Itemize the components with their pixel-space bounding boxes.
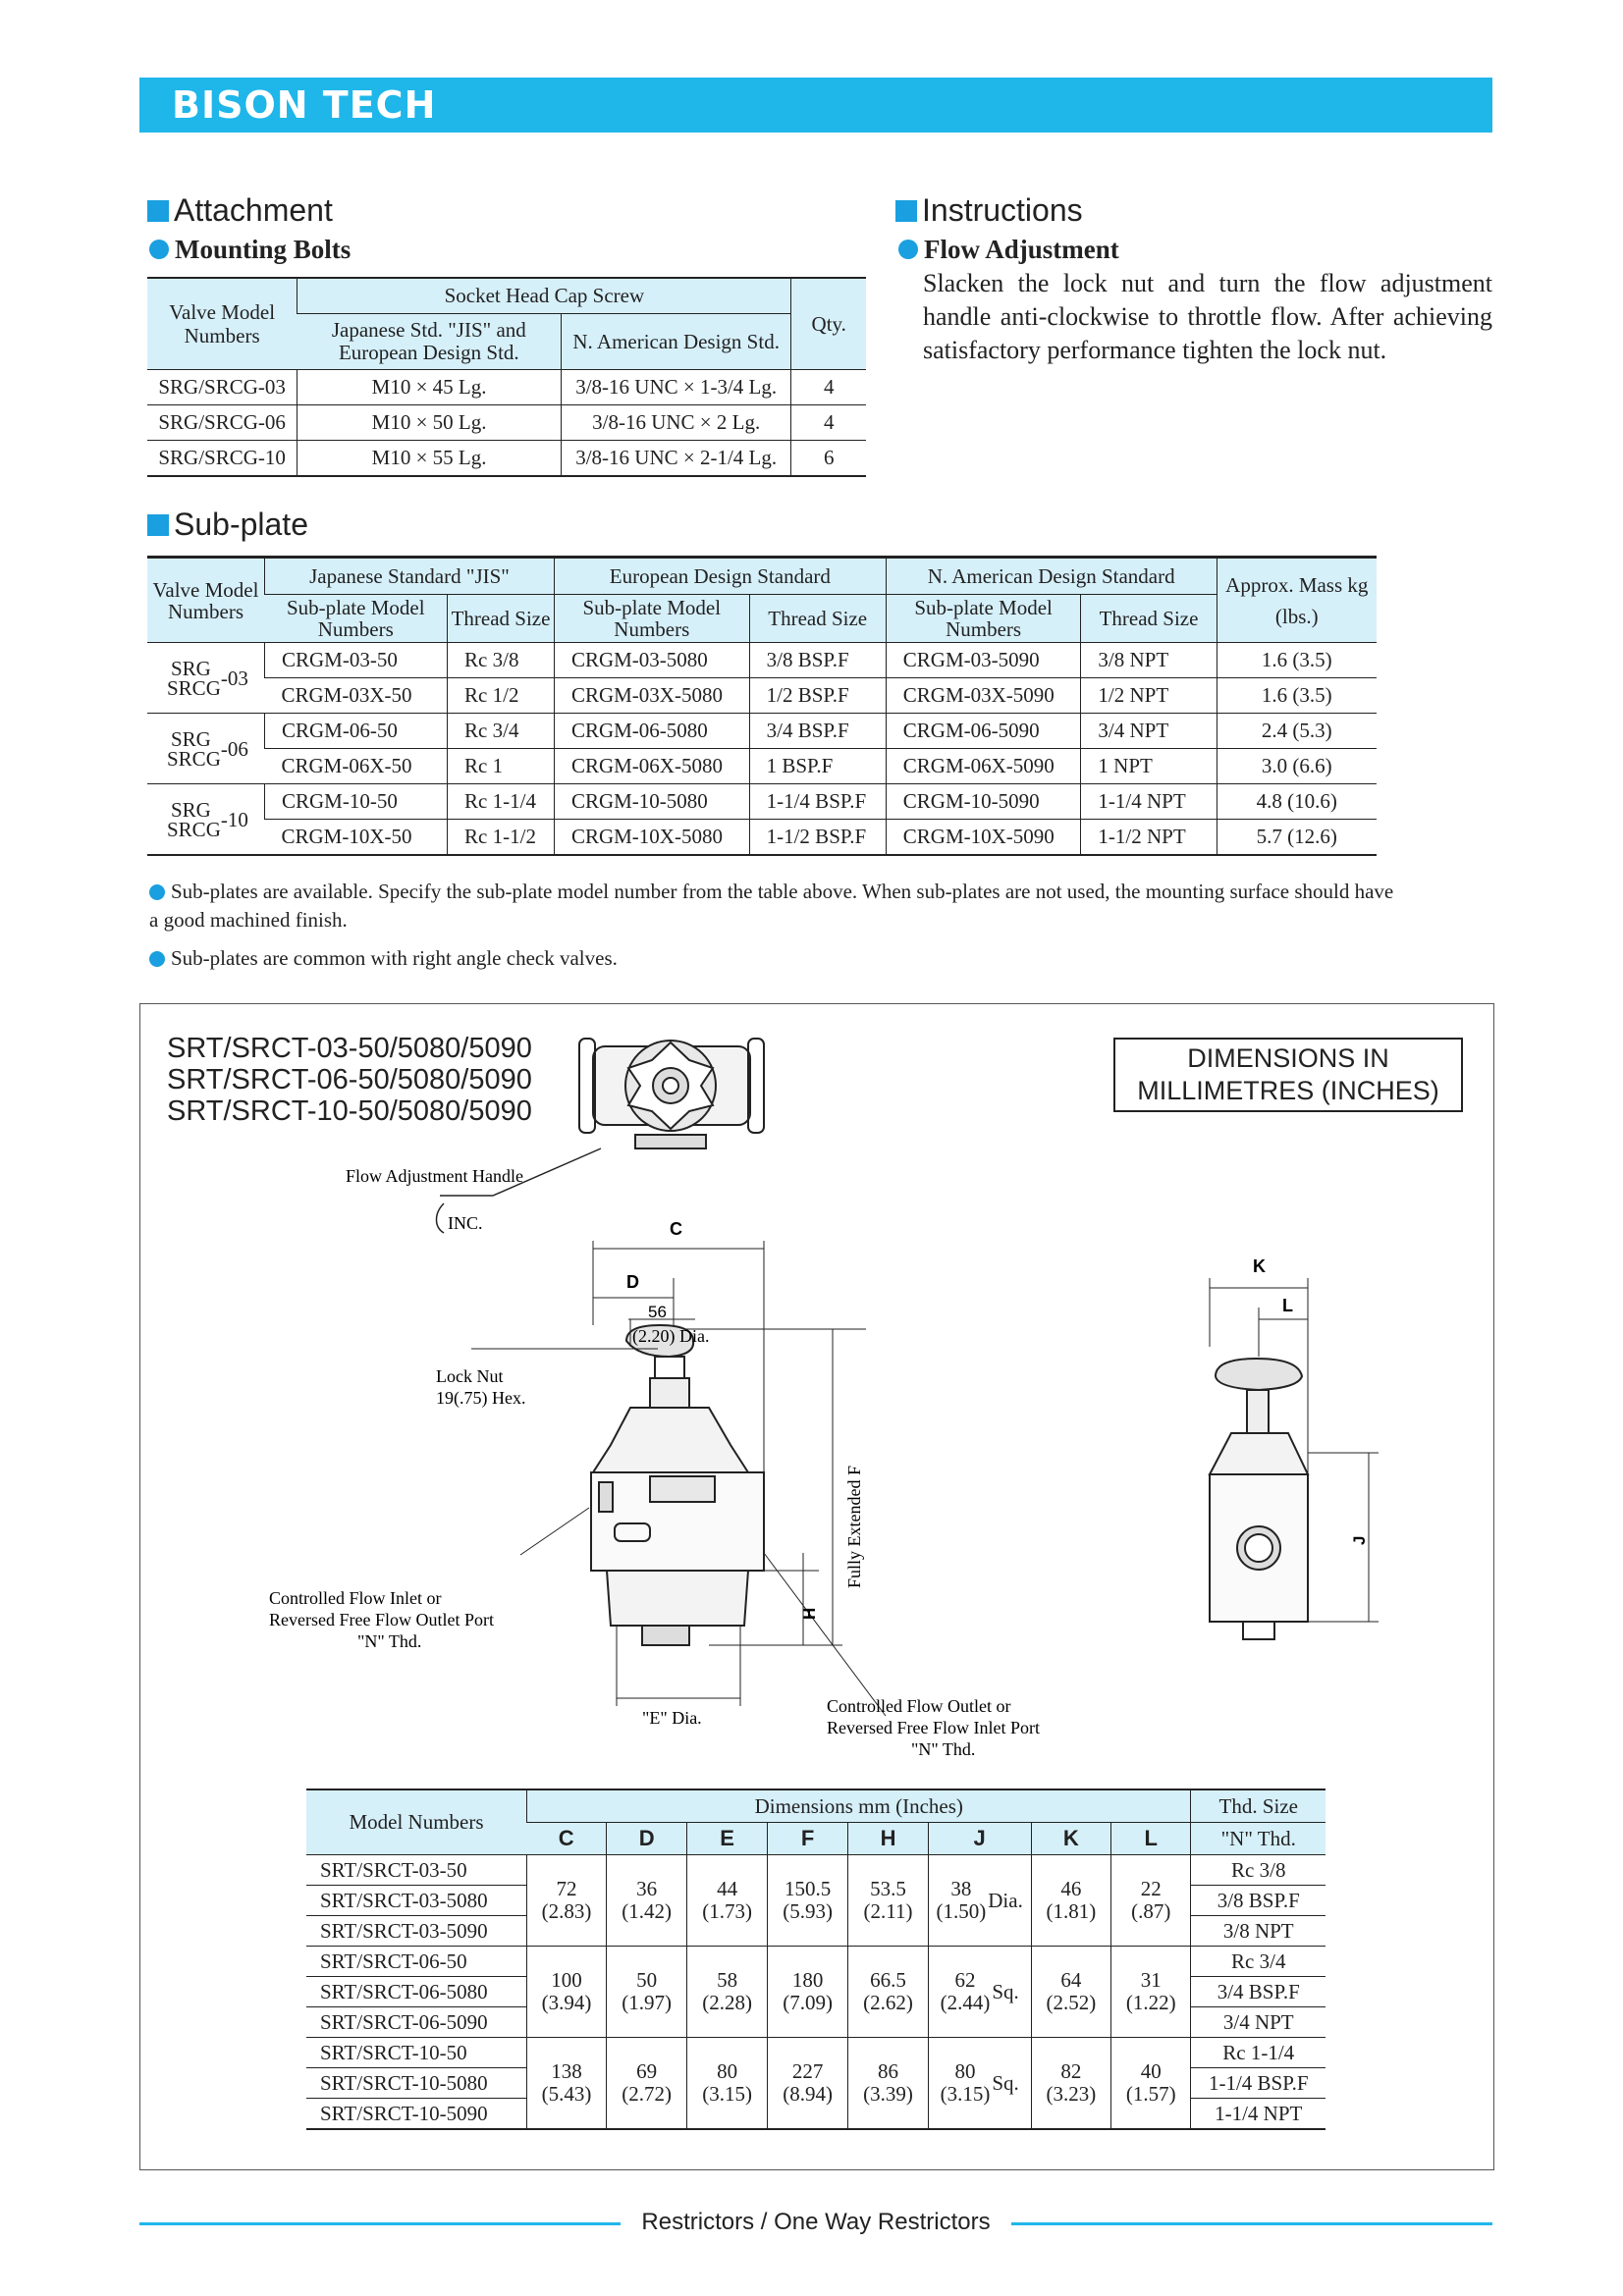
cell-d [606, 2038, 686, 2130]
dot-bullet-icon [149, 951, 165, 967]
cell-model: SRG/SRCG-06 [147, 405, 298, 441]
note-1: Sub-plates are available. Specify the sub-plate model number from the table above. When sub-plates are not used, the mounting surface should have a good machined finish. [149, 880, 1394, 932]
cell-thread-nam: 1-1/4 NPT [1081, 784, 1217, 820]
cell-qty: 4 [791, 405, 866, 441]
value-mm: 36 [636, 1877, 658, 1900]
cell-thread-jis: Rc 3/8 [448, 643, 555, 678]
square-bullet-icon [895, 200, 917, 222]
value-inch: (2.44) [940, 1991, 991, 2014]
cell-k [1031, 2038, 1110, 2130]
value-inch: (2.28) [702, 1991, 752, 2014]
valve-srcg: SRCG [167, 746, 221, 771]
label-hex: 19(.75) Hex. [436, 1388, 526, 1408]
value-mm: 50 [636, 1968, 658, 1992]
value-mm: 22 [1140, 1877, 1162, 1900]
value-mm: 31 [1140, 1968, 1162, 1992]
cell-jis: M10 × 45 Lg. [298, 370, 562, 405]
cell-e [687, 1947, 767, 2038]
value-inch: (5.93) [783, 1899, 833, 1923]
j-suffix: Dia. [988, 1888, 1023, 1912]
cell-thread-eur: 1/2 BSP.F [749, 678, 886, 714]
cell-thread-eur: 1-1/4 BSP.F [749, 784, 886, 820]
valve-srg: SRG [171, 726, 211, 751]
cell-l [1111, 1947, 1191, 2038]
instructions-heading: Instructions [895, 192, 1083, 229]
label-56-dia: (2.20) Dia. [632, 1326, 710, 1346]
valve-srg: SRG [171, 797, 211, 822]
cell-model: SRG/SRCG-03 [147, 370, 298, 405]
value-inch: (1.57) [1125, 2082, 1176, 2106]
label-inc: INC. [448, 1213, 483, 1233]
cell-thread-eur: 1 BSP.F [749, 749, 886, 784]
cell-thread-eur: 3/4 BSP.F [749, 714, 886, 749]
col-jis-std: Japanese Standard "JIS" [265, 558, 555, 595]
j-suffix: Sq. [992, 2070, 1019, 2095]
col-dims: Dimensions mm (Inches) [527, 1789, 1191, 1823]
table-row [147, 678, 1377, 714]
col-thread-eur: Thread Size [749, 595, 886, 643]
value-mm: 38 [950, 1877, 972, 1900]
cell-model: SRT/SRCT-06-5090 [306, 2007, 527, 2038]
label-inlet-1: Controlled Flow Inlet or [269, 1588, 442, 1608]
col-jis: Japanese Std. "JIS" and European Design Std. [298, 314, 562, 370]
value-mm: 69 [636, 2059, 658, 2083]
cell-sub-eur: CRGM-06-5080 [554, 714, 749, 749]
cell-thd-size: Rc 3/8 [1191, 1855, 1325, 1886]
cell-thd-size: 3/4 BSP.F [1191, 1977, 1325, 2007]
cell-mass: 1.6 (3.5) [1217, 643, 1377, 678]
label-locknut: Lock Nut [436, 1366, 504, 1386]
cell-c [527, 1947, 607, 2038]
label-handle: Flow Adjustment Handle [346, 1166, 523, 1186]
cell-k [1031, 1947, 1110, 2038]
cell-sub-eur: CRGM-06X-5080 [554, 749, 749, 784]
cell-f [767, 1855, 847, 1947]
col-nam: N. American Design Std. [561, 314, 791, 370]
cell-j [928, 1855, 1031, 1947]
cell-j [928, 1947, 1031, 2038]
value-mm: 44 [717, 1877, 738, 1900]
value-mm: 62 [954, 1968, 976, 1992]
value-inch: (1.73) [702, 1899, 752, 1923]
value-inch: (5.43) [541, 2082, 592, 2106]
value-mm: 53.5 [870, 1877, 906, 1900]
cell-l [1111, 2038, 1191, 2130]
subplate-heading: Sub-plate [147, 507, 308, 543]
mounting-bolts-table [147, 277, 866, 477]
cell-thd-size: 3/8 BSP.F [1191, 1886, 1325, 1916]
cell-thd-size: 3/8 NPT [1191, 1916, 1325, 1947]
cell-sub-jis: CRGM-10X-50 [265, 820, 448, 856]
valve-size: -06 [220, 736, 248, 761]
value-mm: 86 [878, 2059, 899, 2083]
table-row [147, 643, 1377, 678]
value-inch: (3.94) [541, 1991, 592, 2014]
label-l: L [1282, 1296, 1293, 1315]
table-row [306, 1855, 1325, 1886]
value-mm: 64 [1060, 1968, 1082, 1992]
cell-mass: 3.0 (6.6) [1217, 749, 1377, 784]
j-suffix: Sq. [992, 1979, 1019, 2003]
dimensions-table [306, 1789, 1325, 2130]
value-mm: 72 [556, 1877, 577, 1900]
cell-e [687, 1855, 767, 1947]
cell-sub-jis: CRGM-03-50 [265, 643, 448, 678]
cell-thread-jis: Rc 1-1/2 [448, 820, 555, 856]
value-inch: (1.42) [622, 1899, 673, 1923]
attachment-heading: Attachment [147, 192, 333, 229]
label-h: H [800, 1607, 819, 1620]
cell-h [848, 2038, 928, 2130]
cell-model: SRT/SRCT-10-5090 [306, 2099, 527, 2130]
cell-mass: 5.7 (12.6) [1217, 820, 1377, 856]
cell-sub-nam: CRGM-10X-5090 [886, 820, 1081, 856]
valve-size: -10 [220, 807, 248, 831]
note-2: Sub-plates are common with right angle check valves. [149, 944, 1396, 973]
cell-thread-jis: Rc 1/2 [448, 678, 555, 714]
col-sub-eur: Sub-plate Model Numbers [554, 595, 749, 643]
col-qty: Qty. [791, 278, 866, 370]
table-row [147, 405, 866, 441]
cell-model: SRT/SRCT-06-50 [306, 1947, 527, 1977]
cell-c [527, 1855, 607, 1947]
cell-thd-size: 1-1/4 BSP.F [1191, 2068, 1325, 2099]
footer-text: Restrictors / One Way Restrictors [641, 2209, 991, 2235]
cell-mass: 2.4 (5.3) [1217, 714, 1377, 749]
value-mm: 100 [551, 1968, 582, 1992]
cell-valve-model [147, 643, 265, 714]
value-mm: 40 [1140, 2059, 1162, 2083]
valve-size: -03 [220, 666, 248, 690]
label-outlet-2: Reversed Free Flow Inlet Port [827, 1718, 1040, 1737]
col-mass: Approx. Mass kg (lbs.) [1217, 558, 1377, 643]
drawing-title: SRT/SRCT-03-50/5080/5090 [167, 1033, 532, 1064]
label-f: Fully Extended F [844, 1466, 864, 1588]
drawing-title: SRT/SRCT-10-50/5080/5090 [167, 1095, 532, 1127]
cell-h [848, 1855, 928, 1947]
cell-model: SRT/SRCT-03-50 [306, 1855, 527, 1886]
col-valve-model: Valve Model Numbers [147, 558, 265, 643]
cell-sub-eur: CRGM-03-5080 [554, 643, 749, 678]
value-inch: (1.50) [936, 1899, 987, 1923]
front-view [591, 1325, 764, 1645]
cell-sub-eur: CRGM-10-5080 [554, 784, 749, 820]
cell-l [1111, 1855, 1191, 1947]
mounting-bolts-subheading: Mounting Bolts [149, 235, 351, 265]
subplate-table [147, 556, 1377, 856]
value-inch: (2.62) [863, 1991, 913, 2014]
drawing-title: SRT/SRCT-06-50/5080/5090 [167, 1064, 532, 1095]
value-inch: (3.15) [940, 2082, 991, 2106]
label-inlet-thd: "N" Thd. [357, 1631, 422, 1651]
cell-sub-jis: CRGM-06X-50 [265, 749, 448, 784]
label-inlet-2: Reversed Free Flow Outlet Port [269, 1610, 494, 1629]
cell-thread-nam: 1-1/2 NPT [1081, 820, 1217, 856]
square-bullet-icon [147, 514, 169, 536]
value-mm: 227 [791, 2059, 824, 2083]
value-mm: 66.5 [870, 1968, 906, 1992]
table-row [147, 441, 866, 477]
cell-qty: 4 [791, 370, 866, 405]
cell-thd-size: 1-1/4 NPT [1191, 2099, 1325, 2130]
valve-drawing [139, 1003, 1492, 1769]
cell-nam: 3/8-16 UNC × 2-1/4 Lg. [561, 441, 791, 477]
cell-thread-eur: 1-1/2 BSP.F [749, 820, 886, 856]
col-thread-jis: Thread Size [448, 595, 555, 643]
col-k: K [1031, 1823, 1110, 1855]
col-thd: Thd. Size [1191, 1789, 1325, 1823]
cell-thd-size: 3/4 NPT [1191, 2007, 1325, 2038]
col-e: E [687, 1823, 767, 1855]
col-eur-std: European Design Standard [554, 558, 886, 595]
value-inch: (2.52) [1046, 1991, 1097, 2014]
cell-thd-size: Rc 1-1/4 [1191, 2038, 1325, 2068]
col-d: D [606, 1823, 686, 1855]
cell-model: SRT/SRCT-03-5090 [306, 1916, 527, 1947]
cell-mass: 4.8 (10.6) [1217, 784, 1377, 820]
cell-thread-eur: 3/8 BSP.F [749, 643, 886, 678]
cell-thread-nam: 3/4 NPT [1081, 714, 1217, 749]
cell-jis: M10 × 50 Lg. [298, 405, 562, 441]
cell-jis: M10 × 55 Lg. [298, 441, 562, 477]
cell-valve-model [147, 714, 265, 784]
cell-thread-jis: Rc 1-1/4 [448, 784, 555, 820]
instructions-text: Slacken the lock nut and turn the flow adjustment handle anti-clockwise to throttle flow. After achieving satisfactory performance tighten the lock nut. [923, 269, 1492, 364]
cell-j [928, 2038, 1031, 2130]
side-view [1210, 1278, 1379, 1639]
table-row [306, 1947, 1325, 1977]
cell-sub-nam: CRGM-03-5090 [886, 643, 1081, 678]
cell-sub-jis: CRGM-06-50 [265, 714, 448, 749]
valve-srcg: SRCG [167, 817, 221, 841]
cell-thread-jis: Rc 3/4 [448, 714, 555, 749]
label-j: J [1350, 1535, 1369, 1545]
label-56: 56 [648, 1303, 667, 1321]
value-mm: 58 [717, 1968, 738, 1992]
col-valve-model: Valve Model Numbers [147, 278, 298, 370]
cell-sub-jis: CRGM-03X-50 [265, 678, 448, 714]
col-h: H [848, 1823, 928, 1855]
brand-banner [139, 78, 1492, 133]
cell-model: SRT/SRCT-06-5080 [306, 1977, 527, 2007]
top-view [579, 1039, 764, 1148]
cell-valve-model [147, 784, 265, 856]
cell-c [527, 2038, 607, 2130]
col-c: C [527, 1823, 607, 1855]
table-row [147, 714, 1377, 749]
table-row [147, 749, 1377, 784]
col-nam-std: N. American Design Standard [886, 558, 1217, 595]
label-outlet-1: Controlled Flow Outlet or [827, 1696, 1011, 1716]
label-c: C [670, 1219, 682, 1239]
table-row [306, 2038, 1325, 2068]
value-inch: (1.22) [1125, 1991, 1176, 2014]
cell-model: SRT/SRCT-03-5080 [306, 1886, 527, 1916]
value-mm: 46 [1060, 1877, 1082, 1900]
col-n-thd: "N" Thd. [1191, 1823, 1325, 1855]
cell-sub-eur: CRGM-10X-5080 [554, 820, 749, 856]
value-mm: 180 [791, 1968, 824, 1992]
dot-bullet-icon [149, 884, 165, 900]
label-d: D [626, 1272, 639, 1292]
value-inch: (1.97) [622, 1991, 673, 2014]
cell-sub-nam: CRGM-06X-5090 [886, 749, 1081, 784]
cell-thread-nam: 3/8 NPT [1081, 643, 1217, 678]
col-thread-nam: Thread Size [1081, 595, 1217, 643]
cell-qty: 6 [791, 441, 866, 477]
value-inch: (.87) [1131, 1899, 1171, 1923]
value-inch: (7.09) [783, 1991, 833, 2014]
cell-h [848, 1947, 928, 2038]
cell-model: SRG/SRCG-10 [147, 441, 298, 477]
cell-sub-eur: CRGM-03X-5080 [554, 678, 749, 714]
value-inch: (3.23) [1046, 2082, 1097, 2106]
value-inch: (2.72) [622, 2082, 673, 2106]
footer-rule [1011, 2222, 1492, 2225]
col-sub-nam: Sub-plate Model Numbers [886, 595, 1081, 643]
cell-sub-jis: CRGM-10-50 [265, 784, 448, 820]
cell-sub-nam: CRGM-10-5090 [886, 784, 1081, 820]
cell-d [606, 1855, 686, 1947]
cell-nam: 3/8-16 UNC × 1-3/4 Lg. [561, 370, 791, 405]
dot-bullet-icon [149, 240, 169, 259]
cell-model: SRT/SRCT-10-50 [306, 2038, 527, 2068]
value-inch: (3.39) [863, 2082, 913, 2106]
cell-k [1031, 1855, 1110, 1947]
dot-bullet-icon [898, 240, 918, 259]
value-mm: 80 [954, 2059, 976, 2083]
value-inch: (2.11) [863, 1899, 913, 1923]
value-mm: 138 [551, 2059, 582, 2083]
table-row [147, 820, 1377, 856]
cell-thread-nam: 1 NPT [1081, 749, 1217, 784]
col-model: Model Numbers [306, 1789, 527, 1855]
value-inch: (2.83) [541, 1899, 592, 1923]
label-e: "E" Dia. [642, 1708, 702, 1728]
valve-srcg: SRCG [167, 675, 221, 700]
square-bullet-icon [147, 200, 169, 222]
cell-nam: 3/8-16 UNC × 2 Lg. [561, 405, 791, 441]
cell-d [606, 1947, 686, 2038]
cell-f [767, 2038, 847, 2130]
value-inch: (1.81) [1046, 1899, 1097, 1923]
cell-sub-nam: CRGM-06-5090 [886, 714, 1081, 749]
col-l: L [1111, 1823, 1191, 1855]
label-k: K [1253, 1256, 1266, 1276]
cell-mass: 1.6 (3.5) [1217, 678, 1377, 714]
value-inch: (3.15) [702, 2082, 752, 2106]
label-outlet-thd: "N" Thd. [911, 1739, 976, 1759]
col-f: F [767, 1823, 847, 1855]
footer-rule [139, 2222, 621, 2225]
col-sub-jis: Sub-plate Model Numbers [265, 595, 448, 643]
flow-adjustment-subheading: Flow Adjustment [898, 235, 1119, 265]
value-mm: 82 [1060, 2059, 1082, 2083]
valve-srg: SRG [171, 656, 211, 680]
table-row [147, 370, 866, 405]
cell-sub-nam: CRGM-03X-5090 [886, 678, 1081, 714]
cell-model: SRT/SRCT-10-5080 [306, 2068, 527, 2099]
cell-thread-jis: Rc 1 [448, 749, 555, 784]
cell-thd-size: Rc 3/4 [1191, 1947, 1325, 1977]
value-mm: 150.5 [784, 1877, 832, 1900]
units-box: DIMENSIONS IN MILLIMETRES (INCHES) [1113, 1038, 1463, 1112]
value-inch: (8.94) [783, 2082, 833, 2106]
cell-thread-nam: 1/2 NPT [1081, 678, 1217, 714]
cell-e [687, 2038, 767, 2130]
value-mm: 80 [717, 2059, 738, 2083]
cell-f [767, 1947, 847, 2038]
table-row [147, 784, 1377, 820]
brand-title: BISON TECH [172, 83, 437, 127]
col-j: J [928, 1823, 1031, 1855]
col-socket-screw: Socket Head Cap Screw [298, 278, 791, 314]
